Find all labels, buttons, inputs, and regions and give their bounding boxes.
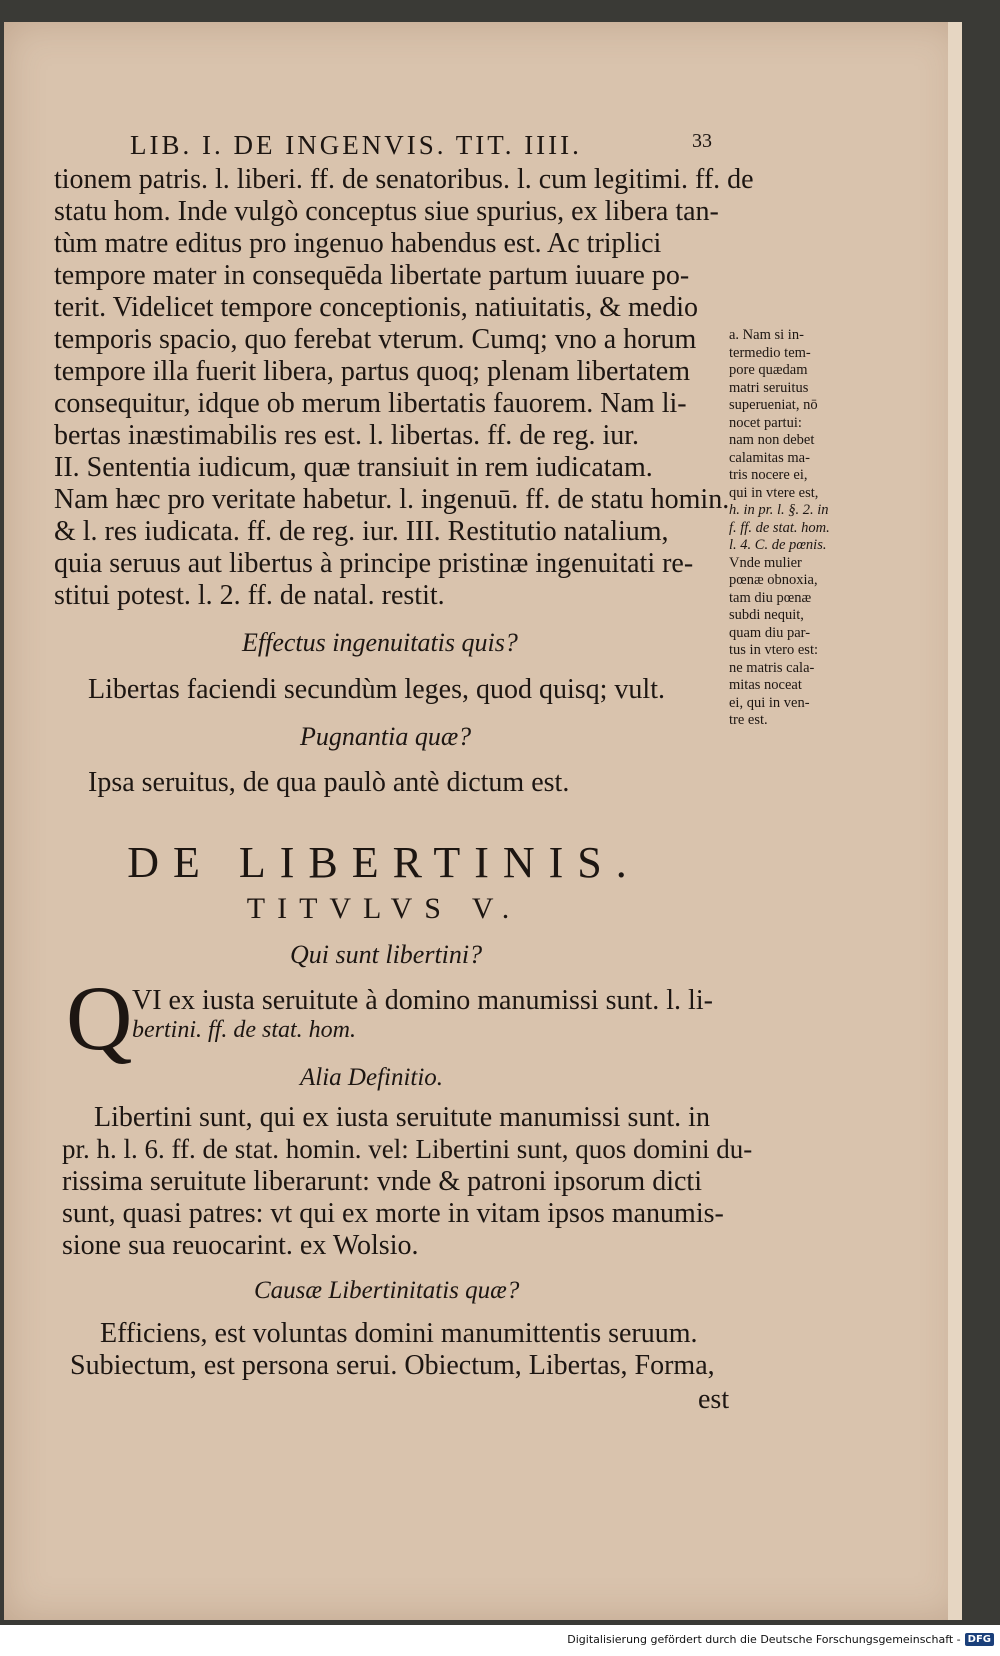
margin-note-line: mitas noceat bbox=[729, 677, 802, 693]
question-heading: Pugnantia quæ? bbox=[300, 722, 472, 751]
body-line: pr. h. l. 6. ff. de stat. homin. vel: Libertini sunt, quos domini du- bbox=[62, 1134, 753, 1164]
margin-note-line: a. Nam si in- bbox=[729, 327, 804, 343]
page-edge bbox=[948, 22, 962, 1620]
section-title: DE LIBERTINIS. bbox=[127, 838, 641, 887]
body-line: Efficiens, est voluntas domini manumittentis seruum. bbox=[100, 1318, 698, 1349]
margin-note-line: tre est. bbox=[729, 712, 768, 728]
margin-note-line: nocet partui: bbox=[729, 414, 802, 431]
body-line: temporis spacio, quo ferebat vterum. Cumq; vno a horum bbox=[54, 324, 697, 355]
margin-note-line: h. in pr. l. §. 2. in bbox=[729, 502, 829, 518]
body-line: & l. res iudicata. ff. de reg. iur. III. Restitutio natalium, bbox=[54, 516, 669, 547]
catchword: est bbox=[698, 1384, 730, 1415]
page-number: 33 bbox=[692, 130, 712, 152]
body-line: Subiectum, est persona serui. Obiectum, Libertas, Forma, bbox=[70, 1350, 715, 1381]
answer-line: Ipsa seruitus, de qua paulò antè dictum est. bbox=[88, 767, 570, 798]
definition-line: bertini. ff. de stat. hom. bbox=[132, 1017, 356, 1043]
body-line: tùm matre editus pro ingenuo habendus est. Ac triplici bbox=[54, 228, 662, 259]
body-line: bertas inæstimabilis res est. l. libertas. ff. de reg. iur. bbox=[54, 420, 640, 451]
body-line: tempore illa fuerit libera, partus quoq; plenam libertatem bbox=[54, 356, 691, 387]
margin-note-line: ne matris cala- bbox=[729, 659, 815, 676]
margin-note-line: tris nocere ei, bbox=[729, 467, 808, 483]
margin-note bbox=[729, 327, 869, 730]
margin-note-line: nam non debet bbox=[729, 432, 815, 448]
body-line: stitui potest. l. 2. ff. de natal. restit. bbox=[54, 580, 445, 611]
margin-note-line: qui in vtere est, bbox=[729, 484, 819, 501]
body-line: Nam hæc pro veritate habetur. l. ingenuū. ff. de statu homin. bbox=[54, 484, 730, 515]
question-heading: Alia Definitio. bbox=[300, 1064, 444, 1091]
body-line: II. Sententia iudicum, quæ transiuit in rem iudicatam. bbox=[54, 452, 653, 483]
drop-capital: Q bbox=[66, 967, 133, 1069]
question-heading: Qui sunt libertini? bbox=[290, 940, 483, 969]
margin-note-line: l. 4. C. de pœnis. bbox=[729, 537, 827, 553]
margin-note-line: pœnæ obnoxia, bbox=[729, 572, 818, 588]
body-line: sione sua reuocarint. ex Wolsio. bbox=[62, 1230, 419, 1261]
definition-line: VI ex iusta seruitute à domino manumissi sunt. l. li- bbox=[132, 985, 713, 1016]
margin-note-line: tam diu pœnæ bbox=[729, 589, 812, 606]
body-line: consequitur, idque ob merum libertatis fauorem. Nam li- bbox=[54, 388, 687, 419]
margin-note-line: tus in vtero est: bbox=[729, 642, 819, 658]
margin-note-line: subdi nequit, bbox=[729, 607, 804, 623]
margin-note-line: matri seruitus bbox=[729, 379, 809, 396]
body-line: tionem patris. l. liberi. ff. de senatoribus. l. cum legitimi. ff. de bbox=[54, 164, 754, 195]
question-heading: Effectus ingenuitatis quis? bbox=[242, 628, 518, 657]
margin-note-line: termedio tem- bbox=[729, 344, 811, 361]
body-line: Libertini sunt, qui ex iusta seruitute manumissi sunt. in bbox=[94, 1102, 710, 1133]
question-heading: Causæ Libertinitatis quæ? bbox=[254, 1277, 520, 1304]
margin-note-line: quam diu par- bbox=[729, 624, 811, 641]
body-line: terit. Videlicet tempore conceptionis, natiuitatis, & medio bbox=[54, 292, 698, 323]
margin-note-line: f. ff. de stat. hom. bbox=[729, 519, 830, 536]
body-line: statu hom. Inde vulgò conceptus siue spurius, ex libera tan- bbox=[54, 196, 719, 227]
margin-note-line: calamitas ma- bbox=[729, 449, 810, 466]
footer-text: Digitalisierung gefördert durch die Deutsche Forschungsgemeinschaft - bbox=[567, 1633, 961, 1646]
margin-note-line: Vnde mulier bbox=[729, 554, 802, 571]
margin-note-line: pore quædam bbox=[729, 362, 808, 378]
body-line: rissima seruitute liberarunt: vnde & patroni ipsorum dicti bbox=[62, 1166, 702, 1197]
footer-credit bbox=[567, 1633, 994, 1646]
body-line: quia seruus aut libertus à principe pristinæ ingenuitati re- bbox=[54, 548, 694, 579]
body-line: tempore mater in consequēda libertate partum iuuare po- bbox=[54, 260, 690, 291]
answer-line: Libertas faciendi secundùm leges, quod quisq; vult. bbox=[88, 674, 665, 705]
dfg-logo-icon: DFG bbox=[965, 1633, 994, 1646]
running-head: LIB. I. DE INGENVIS. TIT. IIII. bbox=[130, 130, 582, 160]
margin-note-line: ei, qui in ven- bbox=[729, 694, 810, 711]
section-subtitle: TITVLVS V. bbox=[246, 892, 522, 925]
book-page bbox=[4, 22, 962, 1620]
margin-note-line: superueniat, nō bbox=[729, 397, 818, 413]
body-line: sunt, quasi patres: vt qui ex morte in vitam ipsos manumis- bbox=[62, 1198, 724, 1229]
